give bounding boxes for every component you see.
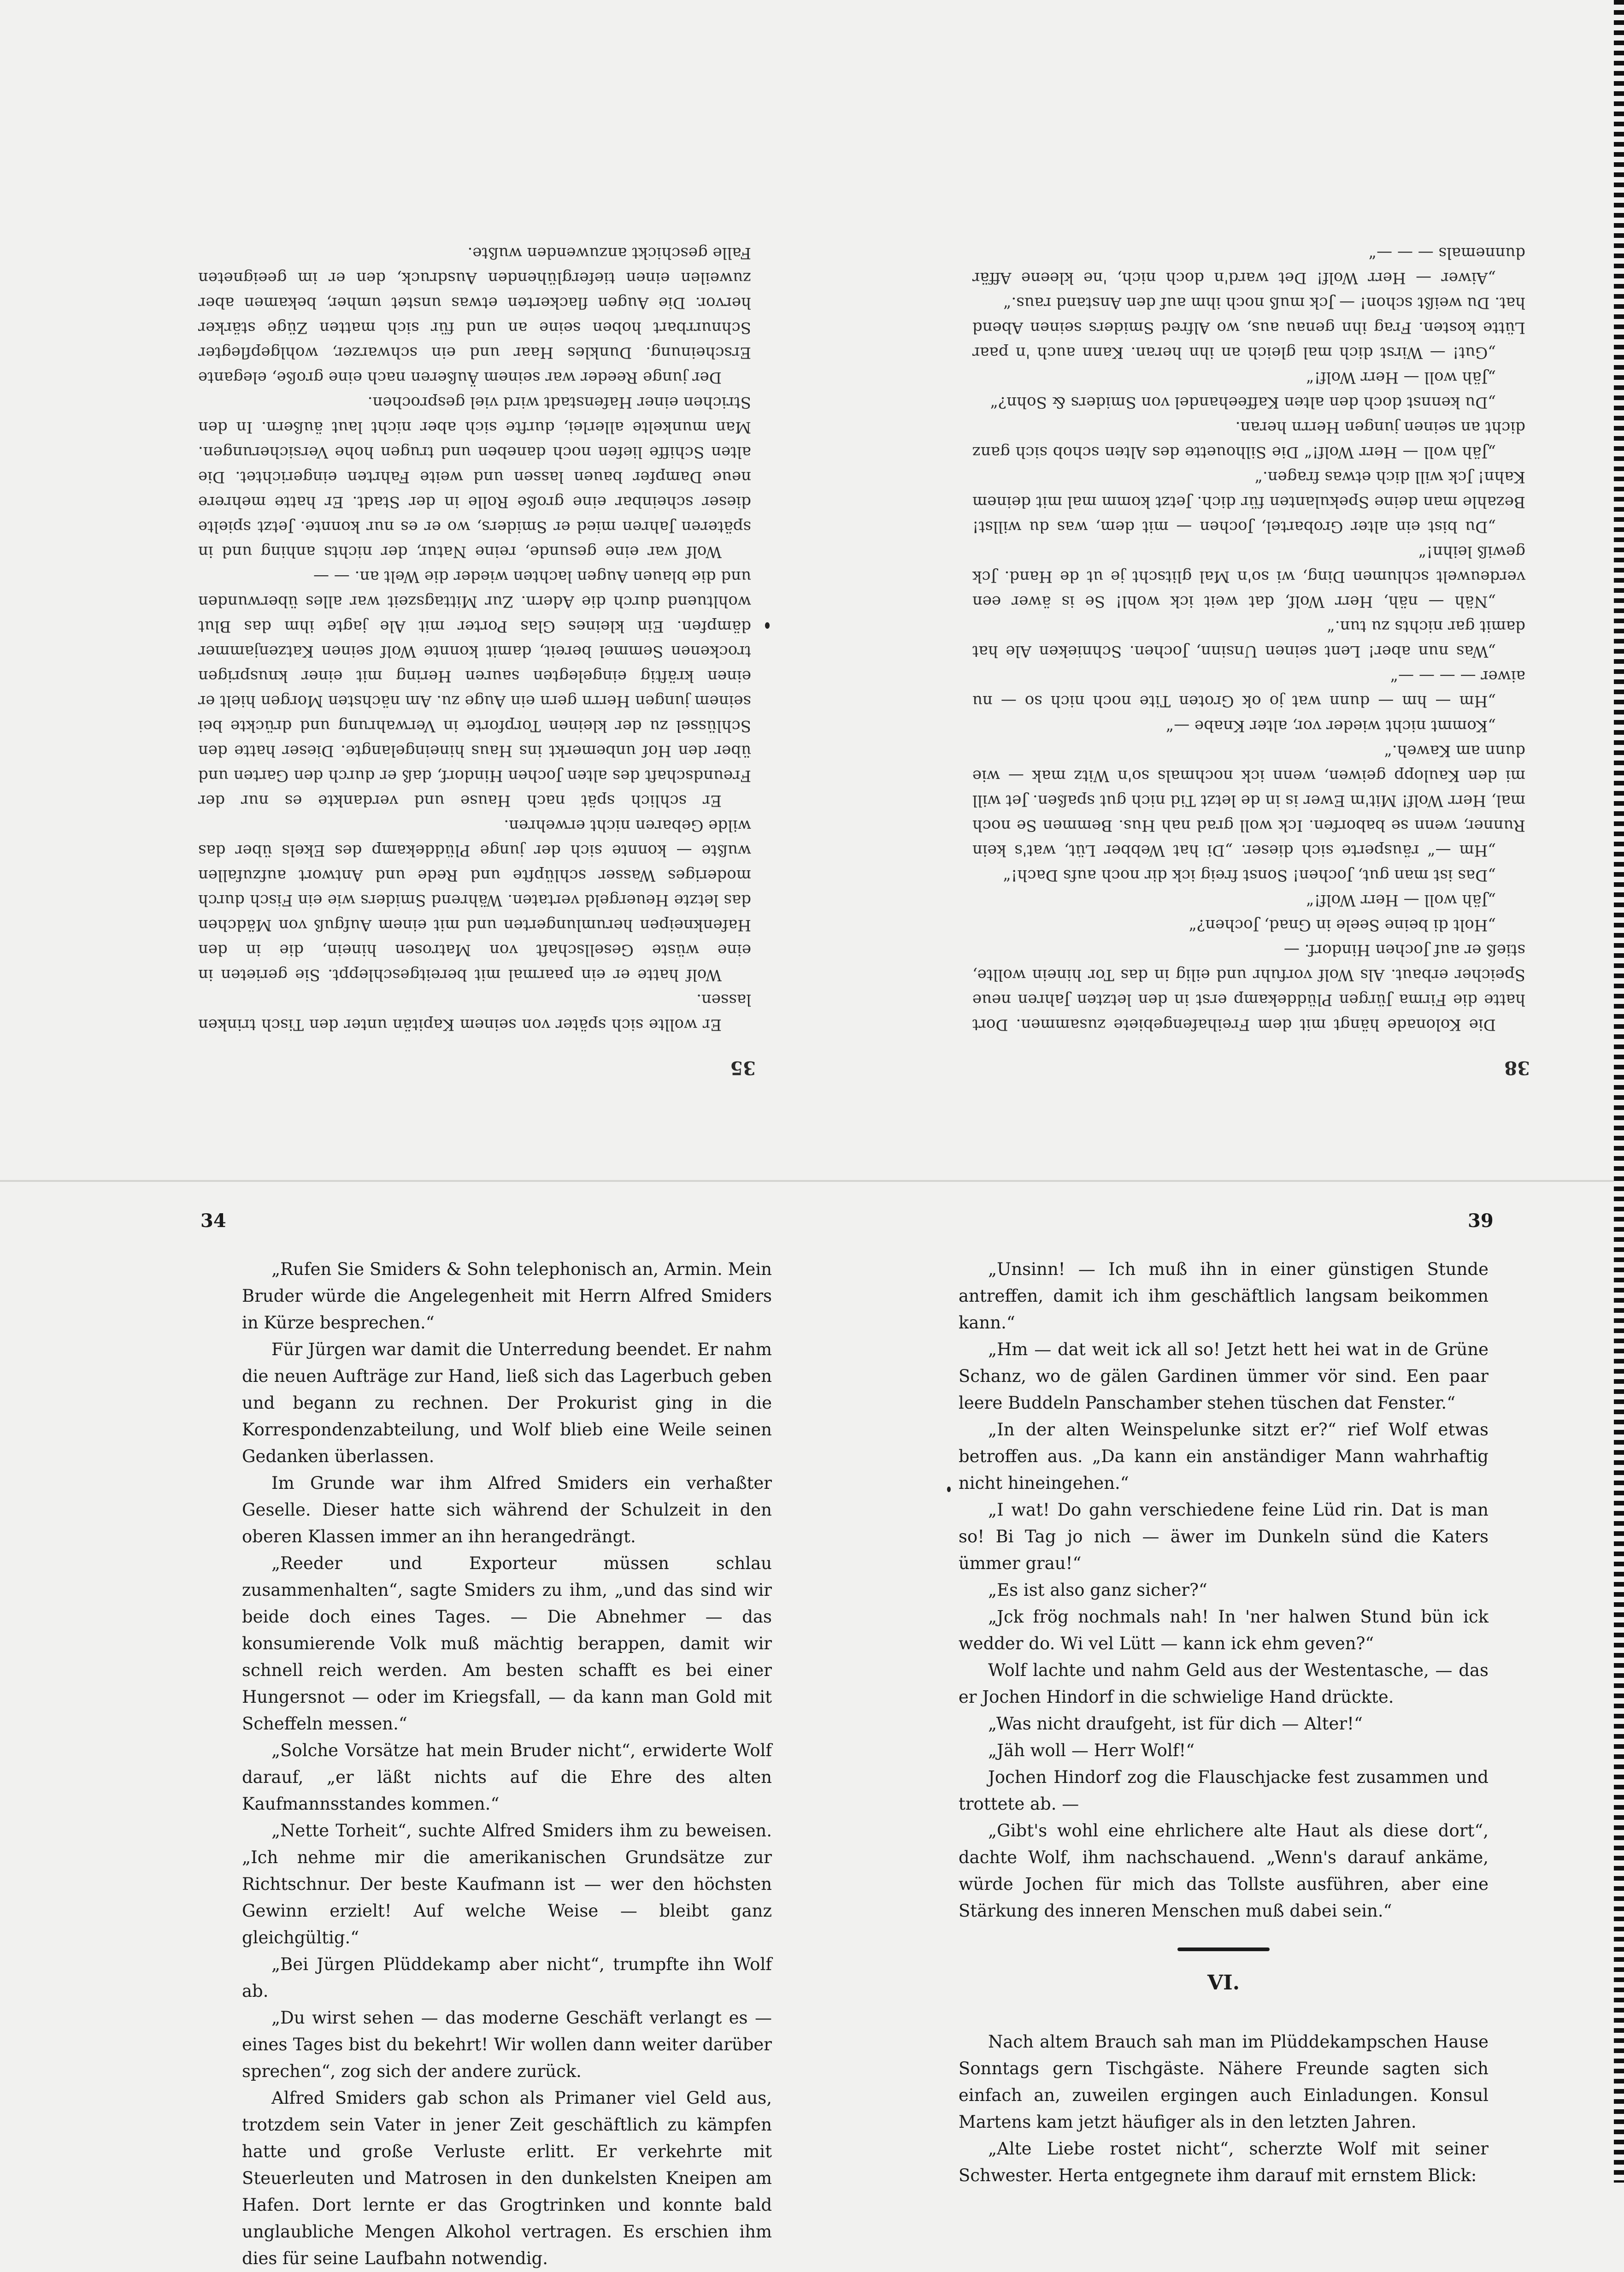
paragraph: „Näh — näh, Herr Wolf, dat weit ick wohl! Se is äwer een verdeuwelt schlumen Ding, wi so'n Mal glitscht je ut de Hand. Jck gewiß leihn!“ — [972, 543, 1525, 611]
paragraph: „Du bist ein alter Grobartel, Jochen — mit dem, was du willst! Bezahle man deine Spekulanten für dich. Jetzt komm mal mit deinem Kahn! Jck will dich etwas fragen.“ — [972, 468, 1525, 536]
paragraph: „Reeder und Exporteur müssen schlau zusammenhalten“, sagte Smiders zu ihm, „und das sind wir beide doch eines Tages. — Die Abnehmer — das konsumierende Volk muß mächtig berappen, damit wir schnell reich werden. Am besten schafft es bei einer Hungersnot — oder im Kriegsfall, — da kann man Gold mit Scheffeln messen.“ — [242, 1553, 772, 1734]
paragraph: „Rufen Sie Smiders & Sohn telephonisch an, Armin. Mein Bruder würde die Angelegenheit mit Herrn Alfred Smiders in Kürze besprechen.“ — [242, 1259, 772, 1333]
page-text — [972, 241, 1525, 1037]
scan-speck — [765, 622, 770, 629]
upside-down-page-right — [949, 97, 1548, 1079]
paragraph: „Hm — dat weit ick all so! Jetzt hett hei wat in de Grüne Schanz, wo de gälen Gardinen ümmer vör sind. Een paar leere Buddeln Panschamber stehen tüschen dat Fenster.“ — [959, 1340, 1489, 1413]
upside-down-page-left — [175, 97, 774, 1079]
paragraph: „I wat! Do gahn verschiedene feine Lüd rin. Dat is man so! Bi Tag jo nich — äwer im Dunkeln sünd die Katers ümmer grau!“ — [959, 1500, 1489, 1573]
scan-edge-strip — [1614, 0, 1624, 2183]
section-separator-rule — [1177, 1947, 1270, 1951]
paragraph: Wolf lachte und nahm Geld aus der Westentasche, — das er Jochen Hindorf in die schwielige Hand drückte. — [959, 1660, 1489, 1707]
page-text — [198, 241, 751, 1037]
paragraph: Er wollte sich später von seinem Kapitän unter den Tisch trinken lassen. — [198, 991, 751, 1034]
page-34-text — [242, 1256, 772, 2272]
paragraph: „Jäh woll — Herr Wolf!“ — [988, 1741, 1195, 1760]
paragraph: Im Grunde war ihm Alfred Smiders ein verhaßter Geselle. Dieser hatte sich während der Schulzeit in den oberen Klassen immer an ihn herangedrängt. — [242, 1473, 772, 1546]
paragraph: „Alte Liebe rostet nicht“, scherzte Wolf mit seiner Schwester. Herta entgegnete ihm darauf mit ernstem Blick: — [959, 2139, 1489, 2185]
paragraph: „Jäh woll — Herr Wolf!“ Die Silhouette des Alten schob sich ganz dicht an seinen jungen Herrn heran. — [972, 418, 1525, 461]
paragraph: „Du kennst doch den alten Kaffeehandel von Smiders & Sohn?“ — [990, 393, 1496, 412]
paragraph: Alfred Smiders gab schon als Primaner viel Geld aus, trotzdem sein Vater in jener Zeit geschäftlich zu kämpfen hatte und große Verluste erlitt. Er verkehrte mit Steuerleuten und Matrosen in den dunkelsten Kneipen am Hafen. Dort lernte er das Grogtrinken und konnte bald unglaubliche Mengen Alkohol vertragen. Es erschien ihm dies für seine Laufbahn notwendig. — [242, 2088, 772, 2268]
paragraph: „Solche Vorsätze hat mein Bruder nicht“, erwiderte Wolf darauf, „er läßt nichts auf die Ehre des alten Kaufmannsstandes kommen.“ — [242, 1741, 772, 1814]
paragraph: „Das ist man gut, Jochen! Sonst freig ick dir noch aufs Dach!“ — [1003, 866, 1496, 885]
scan-speck — [947, 1487, 951, 1492]
paragraph: „Kommt nicht wieder vor, alter Knabe —“ — [1165, 717, 1496, 735]
paragraph: Der junge Reeder war seinem Äußeren nach eine große, elegante Erscheinung. Dunkles Haar und ein schwarzer, wohlgepflegter Schnurrbart hoben seine an und für sich matten Züge stärker hervor. Die Augen flackerten etwas unstet umher, bekamen aber zuweilen einen tieferglühenden Ausdruck, den er im geeigneten Falle geschickt anzuwenden wußte. — [198, 244, 751, 387]
paragraph: Nach altem Brauch sah man im Plüddekampschen Hause Sonntags gern Tischgäste. Nähere Freunde sagten sich einfach an, zuweilen ergingen auch Einladungen. Konsul Martens kam jetzt häufiger als in den letzten Jahren. — [959, 2032, 1489, 2132]
paragraph: „Gibt's wohl eine ehrlichere alte Haut als diese dort“, dachte Wolf, ihm nachschauend. „Wenn's darauf ankäme, würde Jochen für mich das Tollste ausführen, aber eine Stärkung des inneren Menschen muß dabei sein.“ — [959, 1821, 1489, 1921]
paragraph: „Jäh woll — Herr Wolf!“ — [1306, 891, 1496, 909]
paragraph: Für Jürgen war damit die Unterredung beendet. Er nahm die neuen Aufträge zur Hand, ließ sich das Lagerbuch geben und begann zu rechnen. Der Prokurist ging in die Korrespondenzabteilung, und Wolf blieb eine Weile seinen Gedanken überlassen. — [242, 1340, 772, 1466]
paragraph: „Holt di beine Seele in Gnad, Jochen?“ — [1189, 916, 1496, 934]
paragraph: „Gut! — Wirst dich mal gleich an ihn heran. Kann auch 'n paar Lütte kosten. Frag ihn genau aus, wo Alfred Smiders seinen Abend hat. Du weißt schon! — Jck muß noch ihm auf den Anstand raus.“ — [972, 294, 1525, 362]
page-fold-line — [0, 1180, 1624, 1182]
paragraph: „Aiwer — Herr Wolf! Det ward'n doch nich, 'ne kleene Affär dunnemals — — —“ — [972, 244, 1525, 287]
paragraph: „Bei Jürgen Plüddekamp aber nicht“, trumpfte ihn Wolf ab. — [242, 1954, 772, 2001]
paragraph: Die Kolonade hängt mit dem Freihafengebiete zusammen. Dort hatte die Firma Jürgen Plüddekamp erst in den letzten Jahren neue Speicher erbaut. Als Wolf vorfuhr und eilig in das Tor hinein wollte, stieß er auf Jochen Hindorf. — — [972, 941, 1525, 1034]
page-number: 38 — [1504, 1057, 1530, 1079]
paragraph: Er schlich spät nach Hause und verdankte es nur der Freundschaft des alten Jochen Hindorf, daß er durch den Garten und über den Hof unbemerkt ins Haus hineingelangte. Dieser hatte den Schlüssel zu der kleinen Torpforte in Verwahrung und drückte bei seinem jungen Herrn gern ein Auge zu. Am nächsten Morgen hielt er einen kräftig eingelegten sauren Hering mit einer knusprigen trockenen Semmel bereit, damit konnte Wolf seinen Katzenjammer dämpfen. Ein kleines Glas Porter mit Ale jagte ihm das Blut wohltuend durch die Adern. Zur Mittagszeit war alles überwunden und die blauen Augen lachten wieder die Welt an. — — — [198, 567, 751, 810]
paragraph: „Was nicht draufgeht, ist für dich — Alter!“ — [988, 1714, 1363, 1734]
paragraph: „Hm — hm — dunn wat jo ok Groten Tite noch nich so — nu aiwer — — — —“ — [972, 667, 1525, 710]
paragraph: „Was nun aber! Lent seinen Unsinn, Jochen. Schnieken Ale hat damit gar nichts zu tun.“ — [972, 617, 1525, 661]
paragraph: „Unsinn! — Ich muß ihn in einer günstigen Stunde antreffen, damit ich ihm geschäftlich langsam beikommen kann.“ — [959, 1259, 1489, 1333]
paragraph: „Du wirst sehen — das moderne Geschäft verlangt es — eines Tages bist du bekehrt! Wir wollen dann weiter darüber sprechen“, zog sich der andere zurück. — [242, 2008, 772, 2081]
page-39-text — [959, 1256, 1489, 2189]
paragraph: „Hm —“ räusperte sich dieser. „Di hat Webber Lüt, wat's kein Runner, wenn se baborfen. Ick woll grad nah Hus. Bemmen Se noch mal, Herr Wolf! Mit'm Ewer is in de letzt Tid nich gut spaßen. Jet will mi den Kaulopp geiwen, wenn ick nochmals so'n Witz mak — wie dunn am Kaweh.“ — [972, 742, 1525, 860]
paragraph: Wolf war eine gesunde, reine Natur, der nichts anhing und in späteren Jahren mied er Smiders, wo er es nur konnte. Jetzt spielte dieser scheinbar eine große Rolle in der Stadt. Er hatte mehrere neue Dampfer bauen lassen und weite Fahrten eingerichtet. Die alten Schiffe liefen noch daneben und trugen hohe Versicherungen. Man munkelte allerlei, durfte sich aber nicht laut äußern. In den Strichen einer Hafenstadt wird viel gesprochen. — [198, 393, 751, 561]
page-number-34: 34 — [200, 1210, 226, 1232]
page-number-39: 39 — [1468, 1210, 1494, 1232]
paragraph: „Es ist also ganz sicher?“ — [988, 1580, 1207, 1600]
paragraph: „Jäh woll — Herr Wolf!“ — [1306, 368, 1496, 387]
paragraph: „In der alten Weinspelunke sitzt er?“ rief Wolf etwas betroffen aus. „Da kann ein anständiger Mann wahrhaftig nicht hineingehen.“ — [959, 1420, 1489, 1493]
chapter-heading: VI. — [1207, 1971, 1240, 1995]
paragraph: „Jck frög nochmals nah! In 'ner halwen Stund bün ick wedder do. Wi vel Lütt — kann ick ehm geven?“ — [959, 1607, 1489, 1653]
paragraph: Jochen Hindorf zog die Flauschjacke fest zusammen und trottete ab. — — [959, 1767, 1489, 1814]
paragraph: „Nette Torheit“, suchte Alfred Smiders ihm zu beweisen. „Ich nehme mir die amerikanischen Grundsätze zur Richtschnur. Der beste Kaufmann ist — wer den höchsten Gewinn erzielt! Auf welche Weise — bleibt ganz gleichgültig.“ — [242, 1821, 772, 1947]
page-number: 35 — [730, 1057, 756, 1079]
paragraph: Wolf hatte er ein paarmal mit bereitgeschleppt. Sie gerieten in eine wüste Gesellschaft von Matrosen hinein, die in den Hafenkneipen herumlungerten und mit einem Aufguß von Mädchen das letzte Heuergeld vertaten. Während Smiders wie ein Fisch durch moderiges Wasser schlüpfte und Rede und Antwort aufzufallen wußte — konnte sich der junge Plüddekamp des Ekels über das wilde Gebaren nicht erwehren. — [198, 816, 751, 984]
